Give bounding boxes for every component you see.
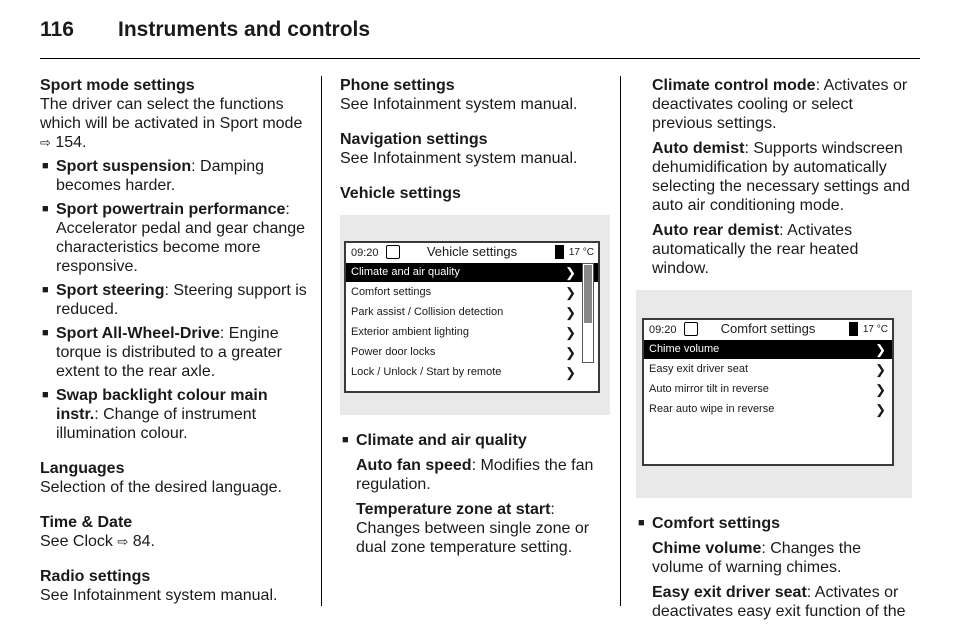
lcd-menu-item: Park assist / Collision detection ❯ [346,303,598,323]
lcd-time: 09:20 [649,324,677,336]
navigation-section [340,130,610,168]
lcd-menu-item: Rear auto wipe in reverse ❯ [644,400,892,420]
chevron-right-icon: ❯ [565,325,576,340]
section-heading: Radio settings [40,568,151,585]
lcd-title: Vehicle settings [426,244,518,259]
page-ref: 84. [132,533,155,550]
lcd-temperature: 17 °C [568,247,594,258]
lcd-menu-item: Lock / Unlock / Start by remote ❯ [346,363,598,383]
chevron-right-icon: ❯ [565,285,576,300]
section-heading: Time & Date [40,514,133,531]
climate-list [340,431,610,450]
section-heading: Phone settings [340,77,455,94]
thermometer-icon [555,245,564,259]
list-item: ■ Sport suspension: Damping becomes harder. [40,157,308,195]
section-heading: Vehicle settings [340,185,461,202]
body-text: See Infotainment system manual. [340,150,578,167]
column-2 [340,76,610,557]
definition: Auto fan speed: Modifies the fan regulation. [356,457,594,493]
page-ref-arrow-icon: ⇨ [117,534,129,549]
bullet-heading: Comfort settings [652,515,780,532]
definition: Temperature zone at start: Changes between single zone or dual zone temperature setting. [356,501,590,556]
sport-mode-section [40,76,308,443]
column-1 [40,76,308,621]
body-text: See Clock [40,533,113,550]
lcd-menu-item: Power door locks ❯ [346,343,598,363]
radio-section [40,567,308,605]
lcd-temperature: 17 °C [862,324,888,335]
lcd-display [642,318,894,466]
page-ref-arrow-icon: ⇨ [40,135,51,150]
chevron-right-icon: ❯ [565,365,576,380]
lcd-menu-item: Auto mirror tilt in reverse ❯ [644,380,892,400]
lcd-menu-item: Comfort settings ❯ [346,283,598,303]
list-item: ■ Sport All-Wheel-Drive: Engine torque is distributed to a greater extent to the rear axle. [40,324,308,381]
list-item: ■ Sport steering: Steering support is reduced. [40,281,308,319]
lcd-menu-item: Easy exit driver seat ❯ [644,360,892,380]
time-date-section [40,513,308,551]
list-item [636,514,912,533]
header-rule [40,58,920,59]
lcd-menu-item: Climate and air quality ❯ [346,263,598,283]
thermometer-icon [849,322,858,336]
chevron-right-icon: ❯ [875,382,886,397]
definition: Easy exit driver seat: Activates or deactivates easy exit function of the [652,584,906,620]
section-heading: Sport mode settings [40,77,195,94]
definition: Climate control mode: Activates or deactivates cooling or select previous settings. [652,77,908,132]
body-text: Selection of the desired language. [40,479,282,496]
comfort-settings-screenshot [636,290,912,498]
body-text: See Infotainment system manual. [40,587,278,604]
chevron-right-icon: ❯ [565,345,576,360]
lcd-time: 09:20 [351,247,379,259]
vehicle-settings-screenshot [340,215,610,415]
list-item: ■ Swap backlight colour main instr.: Change of instrument illumination colour. [40,386,308,443]
phone-section [340,76,610,114]
lcd-scrollbar [582,263,594,363]
column-divider [321,76,322,606]
page-ref: 154. [55,134,87,151]
body-text: The driver can select the functions which will be activated in Sport mode [40,96,303,132]
comfort-list [636,514,912,533]
bullet-heading: Climate and air quality [356,432,527,449]
sport-items-list [40,157,308,443]
column-3 [649,76,912,627]
chevron-right-icon: ❯ [565,305,576,320]
list-item [340,431,610,450]
languages-section [40,459,308,497]
definition: Auto rear demist: Activates automatically the rear heated window. [652,222,859,277]
lcd-status-bar [644,320,892,340]
definition: Chime volume: Changes the volume of warning chimes. [652,540,861,576]
page-header [40,18,920,58]
lcd-display [344,241,600,393]
lcd-status-bar [346,243,598,263]
body-text: See Infotainment system manual. [340,96,578,113]
lcd-menu-item: Exterior ambient lighting ❯ [346,323,598,343]
lcd-menu-item: Chime volume ❯ [644,340,892,360]
page-number: 116 [40,18,74,41]
section-heading: Navigation settings [340,131,488,148]
page-title: Instruments and controls [118,18,371,41]
chevron-right-icon: ❯ [875,362,886,377]
column-divider [620,76,621,606]
scrollbar-thumb [584,265,592,323]
definition: Auto demist: Supports windscreen dehumidification by automatically selecting the necessary settings and auto air conditioning mode. [652,140,910,214]
list-item: ■ Sport powertrain performance: Accelerator pedal and gear change characteristics become more responsive. [40,200,308,276]
chevron-right-icon: ❯ [875,342,886,357]
chevron-right-icon: ❯ [875,402,886,417]
section-heading: Languages [40,460,125,477]
lcd-title: Comfort settings [720,321,816,336]
chevron-right-icon: ❯ [565,265,576,280]
